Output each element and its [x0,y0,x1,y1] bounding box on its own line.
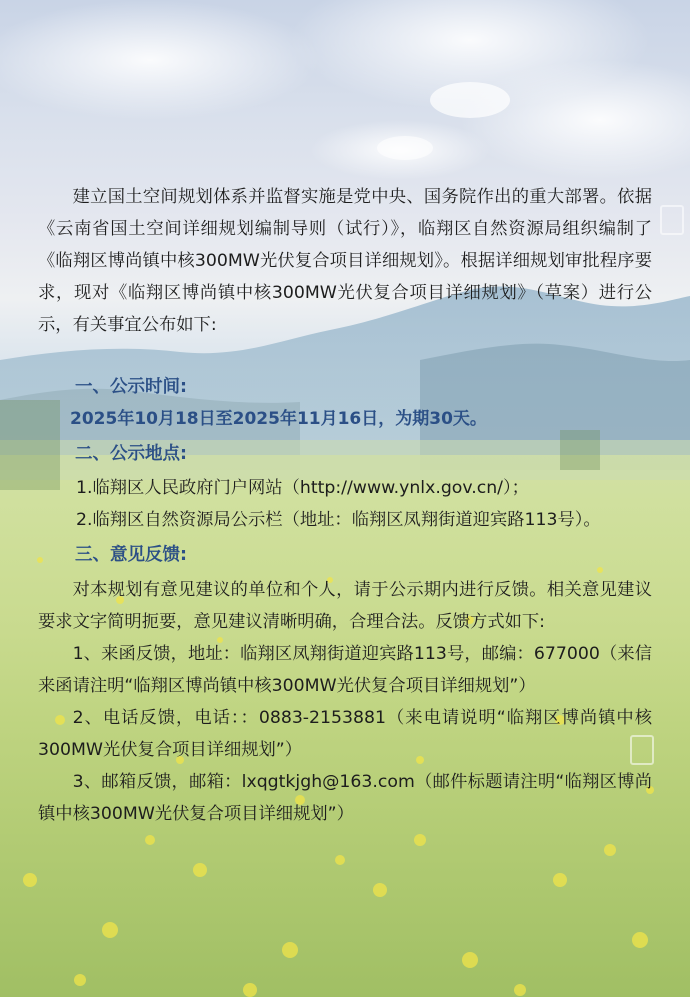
section1-title: 一、公示时间: [75,377,187,397]
feedback-mail: 1、来函反馈，地址：临翔区凤翔街道迎宾路113号，邮编：677000（来信来函请注明“临翔区博尚镇中核300MW光伏复合项目详细规划”） [38,644,652,696]
intro-paragraph: 建立国土空间规划体系并监督实施是党中央、国务院作出的重大部署。依据《云南省国土空间详细规划编制导则（试行）》，临翔区自然资源局组织编制了《临翔区博尚镇中核300MW光伏复合项目详细规划》。根据详细规划审批程序要求，现对《临翔区博尚镇中核300MW光伏复合项目详细规划》（草案）进行公示，有关事宜公布如下: [38,187,652,335]
section3-title: 三、意见反馈: [75,545,187,565]
section2-title: 二、公示地点: [75,444,187,464]
location-item-website: 1.临翔区人民政府门户网站（http://www.ynlx.gov.cn/）； [76,478,529,498]
feedback-phone: 2、电话反馈，电话：：0883-2153881（来电请说明“临翔区博尚镇中核300MW光伏复合项目详细规划”） [38,708,652,760]
location-item-bulletin: 2.临翔区自然资源局公示栏（地址：临翔区凤翔街道迎宾路113号）。 [76,510,601,530]
publicity-period: 2025年10月18日至2025年11月16日，为期30天。 [70,409,487,429]
feedback-email: 3、邮箱反馈，邮箱：lxqgtkjgh@163.com（邮件标题请注明“临翔区博尚镇中核300MW光伏复合项目详细规划”） [38,772,652,824]
feedback-intro: 对本规划有意见建议的单位和个人，请于公示期内进行反馈。相关意见建议要求文字简明扼要，意见建议清晰明确，合理合法。反馈方式如下: [38,580,652,632]
